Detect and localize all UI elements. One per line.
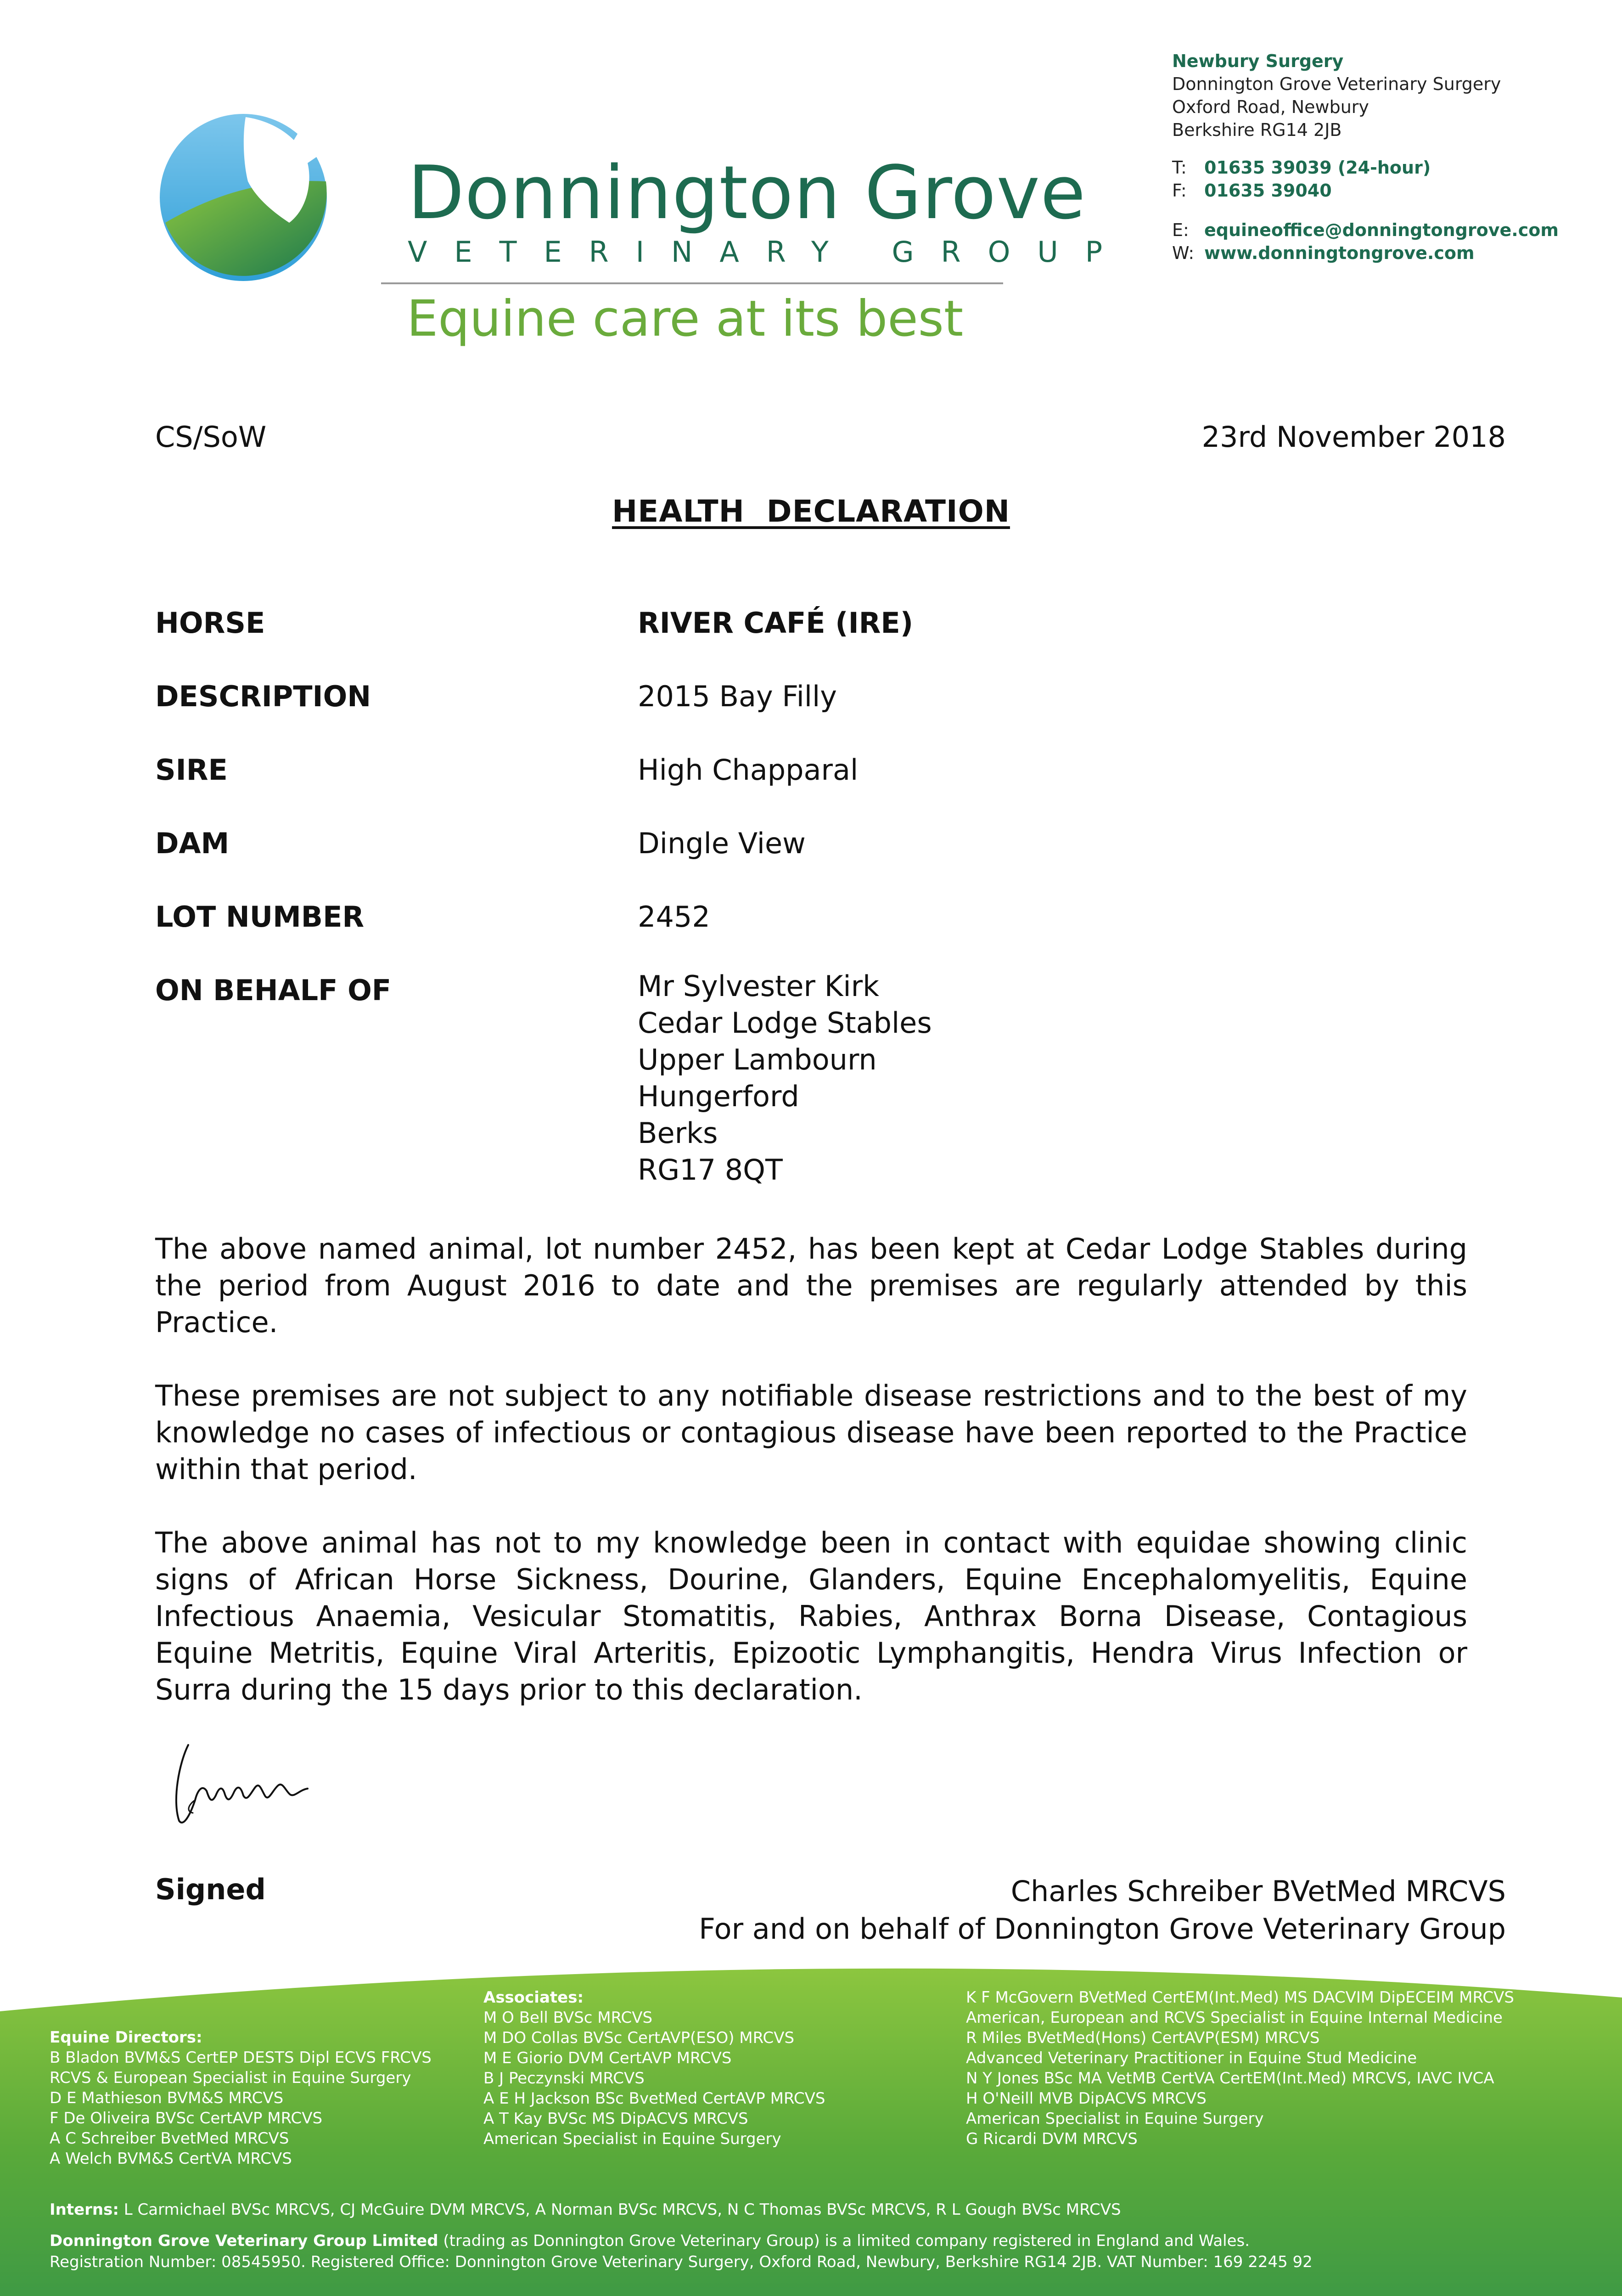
directors-list	[50, 2027, 432, 2169]
associate-entry: American Specialist in Equine Surgery	[966, 2110, 1264, 2128]
tel-number: 01635 39039 (24-hour)	[1204, 158, 1431, 178]
fax-number: 01635 39040	[1204, 180, 1332, 201]
email-link[interactable]: equineoffice@donningtongrove.com	[1204, 220, 1559, 240]
field-label-dam: DAM	[155, 827, 230, 860]
surgery-name: Newbury Surgery	[1172, 51, 1344, 71]
address-line: Upper Lambourn	[638, 1043, 877, 1076]
signer-name: Charles Schreiber BVetMed MRCVS	[1010, 1874, 1506, 1908]
brand-tagline: Equine care at its best	[407, 290, 964, 348]
associates-list-2	[966, 1987, 1514, 2149]
body-paragraph: The above named animal, lot number 2452, has been kept at Cedar Lodge Stables during the period from August 2016 to date and the premises are regularly attended by this Practice.	[155, 1232, 1467, 1339]
handwritten-signature	[170, 1736, 317, 1832]
website-link[interactable]: www.donningtongrove.com	[1204, 243, 1475, 263]
logo-emblem-icon	[156, 108, 331, 282]
associate-entry: M E Giorio DVM CertAVP MRCVS	[483, 2049, 732, 2067]
associate-entry: K F McGovern BVetMed CertEM(Int.Med) MS DACVIM DipECEIM MRCVS	[966, 1988, 1514, 2007]
associate-entry: H O'Neill MVB DipACVS MRCVS	[966, 2089, 1207, 2108]
brand-name: Donnington Grove	[408, 150, 1086, 236]
field-value-dam: Dingle View	[638, 827, 806, 860]
registration-line: Registration Number: 08545950. Registered Office: Donnington Grove Veterinary Surgery, Oxford Road, Newbury, Berkshire RG14 2JB. VAT Number: 169 2245 92	[50, 2253, 1313, 2271]
fax-label: F:	[1172, 180, 1187, 201]
company-line	[50, 2231, 1250, 2251]
address-line: Oxford Road, Newbury	[1172, 97, 1369, 117]
field-label-sire: SIRE	[155, 753, 228, 787]
surgery-address	[1172, 50, 1501, 141]
associate-entry: M O Bell BVSc MRCVS	[483, 2009, 653, 2027]
field-label-horse: HORSE	[155, 606, 265, 640]
director-entry: RCVS & European Specialist in Equine Surgery	[50, 2069, 411, 2087]
directors-heading: Equine Directors:	[50, 2028, 202, 2047]
address-line: Hungerford	[638, 1080, 799, 1113]
document-title-text: HEALTH DECLARATION	[612, 494, 1010, 529]
body-paragraph: The above animal has not to my knowledge been in contact with equidae showing clinic signs of African Horse Sickness, Dourine, Glanders, Equine Encephalomyelitis, Equine Infectious Anaemia, Vesicular Stomatitis, Rabies, Anthrax Borna Disease, Contagious Equine Metritis, Equine Viral Arteritis, Epizootic Lymphangitis, Hendra Virus Infection or Surra during the 15 days prior to this declaration.	[155, 1526, 1467, 1706]
address-line: Donnington Grove Veterinary Surgery	[1172, 74, 1501, 94]
company-text: (trading as Donnington Grove Veterinary Group) is a limited company registered in England and Wales.	[443, 2232, 1250, 2250]
associates-heading: Associates:	[483, 1988, 584, 2007]
signer-behalf: For and on behalf of Donnington Grove Veterinary Group	[699, 1912, 1506, 1946]
associate-entry: M DO Collas BVSc CertAVP(ESO) MRCVS	[483, 2029, 795, 2047]
field-value-lot-number: 2452	[638, 900, 710, 934]
director-entry: A Welch BVM&S CertVA MRCVS	[50, 2150, 292, 2168]
address-line: Mr Sylvester Kirk	[638, 969, 880, 1003]
brand-divider	[381, 282, 1003, 284]
company-name: Donnington Grove Veterinary Group Limited	[50, 2232, 438, 2250]
associate-entry: A T Kay BVSc MS DipACVS MRCVS	[483, 2110, 748, 2128]
on-behalf-of-address	[638, 968, 932, 1188]
associate-entry: Advanced Veterinary Practitioner in Equine Stud Medicine	[966, 2049, 1417, 2067]
associate-entry: G Ricardi DVM MRCVS	[966, 2130, 1138, 2148]
field-label-description: DESCRIPTION	[155, 680, 371, 713]
signed-label: Signed	[155, 1873, 266, 1906]
director-entry: B Bladon BVM&S CertEP DESTS Dipl ECVS FRCVS	[50, 2048, 432, 2067]
letter-date: 23rd November 2018	[1201, 420, 1506, 454]
address-line: RG17 8QT	[638, 1153, 783, 1187]
interns-line	[50, 2200, 1121, 2220]
web-label: W:	[1172, 243, 1195, 263]
associate-entry: American, European and RCVS Specialist in Equine Internal Medicine	[966, 2009, 1503, 2027]
document-title	[0, 494, 1622, 529]
director-entry: A C Schreiber BvetMed MRCVS	[50, 2129, 289, 2148]
brand-subtitle: VETERINARY GROUP	[408, 235, 1130, 269]
field-label-on-behalf-of: ON BEHALF OF	[155, 974, 392, 1007]
field-value-description: 2015 Bay Filly	[638, 680, 837, 713]
associates-list	[483, 1987, 825, 2149]
interns-heading: Interns:	[50, 2200, 119, 2219]
interns-list: L Carmichael BVSc MRCVS, CJ McGuire DVM MRCVS, A Norman BVSc MRCVS, N C Thomas BVSc MRCVS, R L Gough BVSc MRCVS	[123, 2200, 1121, 2219]
letter-reference: CS/SoW	[155, 420, 267, 454]
email-label: E:	[1172, 220, 1189, 240]
associate-entry: B J Peczynski MRCVS	[483, 2069, 645, 2088]
associate-entry: American Specialist in Equine Surgery	[483, 2130, 781, 2148]
tel-label: T:	[1172, 158, 1187, 178]
associate-entry: N Y Jones BSc MA VetMB CertVA CertEM(Int.Med) MRCVS, IAVC IVCA	[966, 2069, 1494, 2088]
field-value-sire: High Chapparal	[638, 753, 859, 787]
body-paragraph: These premises are not subject to any notifiable disease restrictions and to the best of my knowledge no cases of infectious or contagious disease have been reported to the Practice within that period.	[155, 1379, 1467, 1486]
field-value-horse: RIVER CAFÉ (IRE)	[638, 606, 914, 640]
address-line: Cedar Lodge Stables	[638, 1006, 932, 1040]
address-line: Berks	[638, 1116, 718, 1150]
address-line: Berkshire RG14 2JB	[1172, 120, 1342, 140]
director-entry: D E Mathieson BVM&S MRCVS	[50, 2089, 284, 2107]
associate-entry: R Miles BVetMed(Hons) CertAVP(ESM) MRCVS	[966, 2029, 1320, 2047]
associate-entry: A E H Jackson BSc BvetMed CertAVP MRCVS	[483, 2089, 825, 2108]
contact-block	[1172, 156, 1559, 264]
signer-block	[699, 1873, 1506, 1948]
field-label-lot-number: LOT NUMBER	[155, 900, 365, 934]
director-entry: F De Oliveira BVSc CertAVP MRCVS	[50, 2109, 323, 2127]
